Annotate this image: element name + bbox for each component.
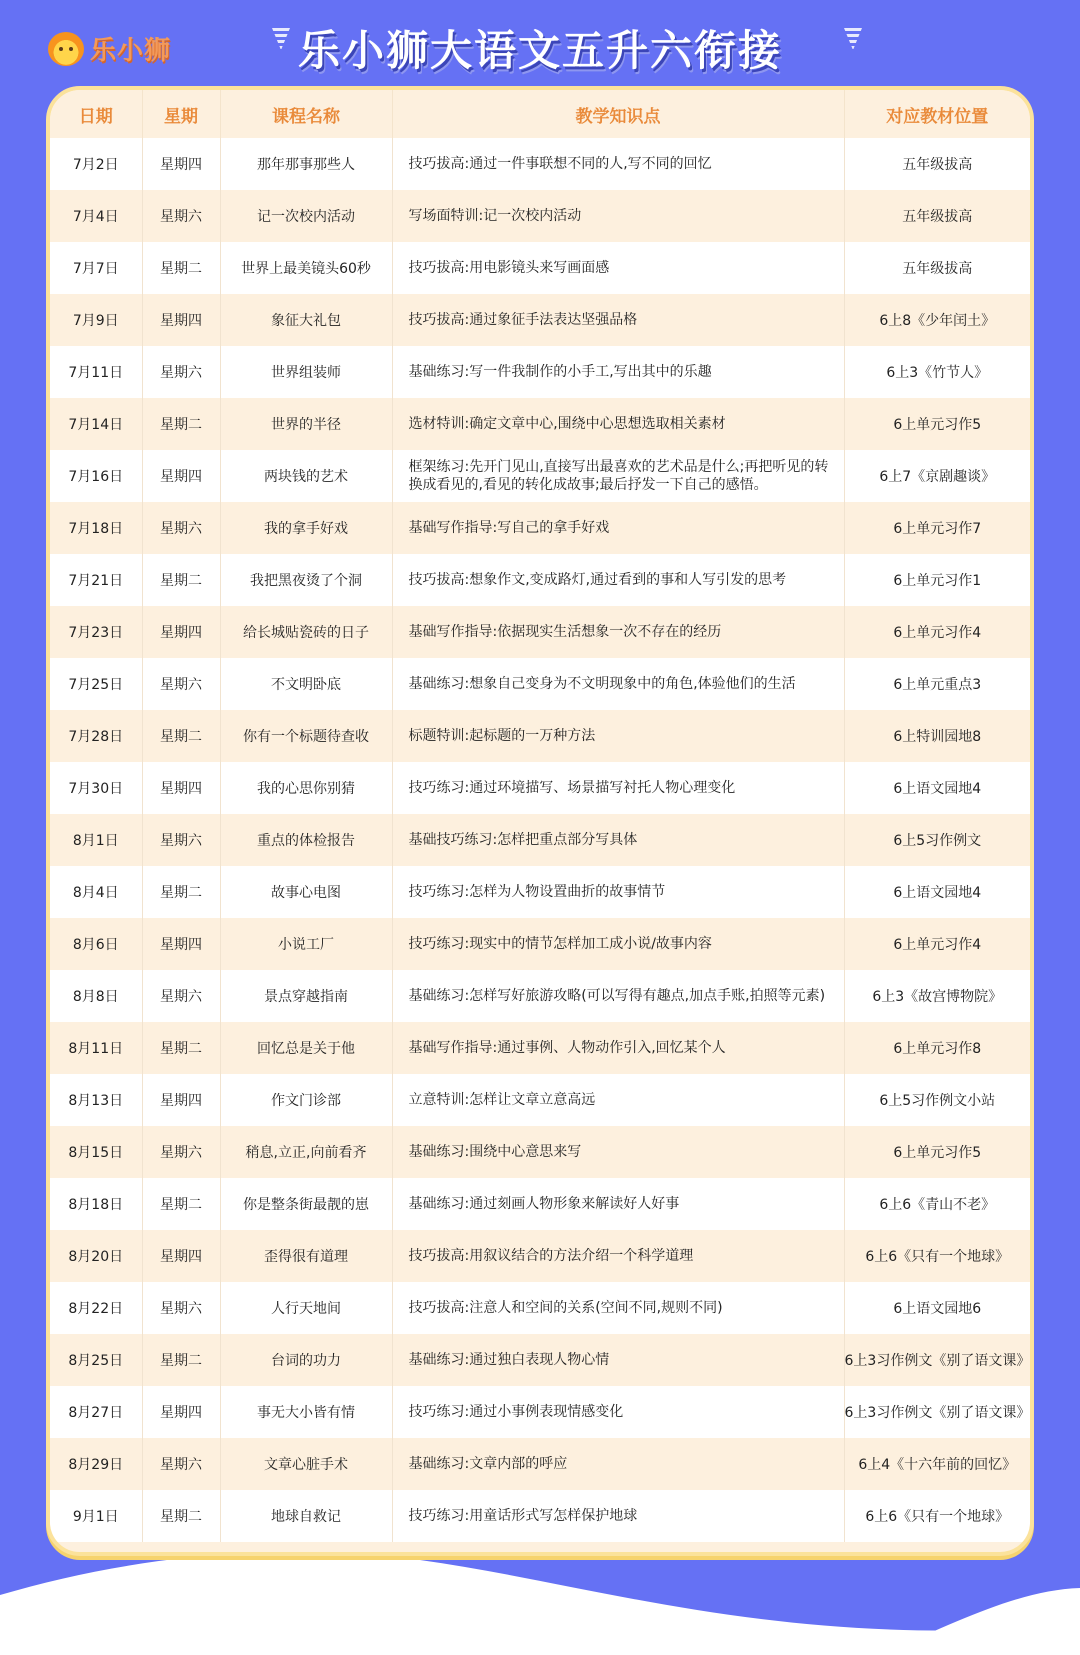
cell-date: 7月25日: [50, 658, 142, 710]
cell-weekday: 星期二: [142, 1178, 220, 1230]
cell-date: 8月11日: [50, 1022, 142, 1074]
cell-course-name: 不文明卧底: [220, 658, 392, 710]
cell-date: 7月28日: [50, 710, 142, 762]
cell-textbook-location: 五年级拔高: [844, 242, 1030, 294]
cell-date: 8月1日: [50, 814, 142, 866]
cell-date: 9月1日: [50, 1490, 142, 1542]
cell-weekday: 星期六: [142, 1126, 220, 1178]
table-row: [50, 1178, 1030, 1230]
cell-knowledge-point: 基础练习:围绕中心意思来写: [392, 1126, 844, 1178]
cell-knowledge-point: 基础技巧练习:怎样把重点部分写具体: [392, 814, 844, 866]
cell-textbook-location: 6上4《十六年前的回忆》: [844, 1438, 1030, 1490]
cell-knowledge-point: 技巧练习:用童话形式写怎样保护地球: [392, 1490, 844, 1542]
cell-course-name: 我的心思你别猜: [220, 762, 392, 814]
cell-date: 7月11日: [50, 346, 142, 398]
cell-textbook-location: 6上3《故宫博物院》: [844, 970, 1030, 1022]
cell-weekday: 星期二: [142, 1334, 220, 1386]
cell-textbook-location: 6上单元习作4: [844, 606, 1030, 658]
cell-knowledge-point: 立意特训:怎样让文章立意高远: [392, 1074, 844, 1126]
header-knowledge-point: 教学知识点: [392, 90, 844, 138]
cell-course-name: 我把黑夜烫了个洞: [220, 554, 392, 606]
cell-knowledge-point: 基础练习:文章内部的呼应: [392, 1438, 844, 1490]
cell-textbook-location: 6上6《青山不老》: [844, 1178, 1030, 1230]
table-row: [50, 1438, 1030, 1490]
cell-textbook-location: 6上单元习作1: [844, 554, 1030, 606]
table-row: [50, 814, 1030, 866]
cell-textbook-location: 6上8《少年闰土》: [844, 294, 1030, 346]
cell-date: 8月4日: [50, 866, 142, 918]
cell-weekday: 星期四: [142, 1386, 220, 1438]
table-row: [50, 918, 1030, 970]
table-row: [50, 138, 1030, 190]
cell-textbook-location: 6上6《只有一个地球》: [844, 1490, 1030, 1542]
cell-course-name: 稍息,立正,向前看齐: [220, 1126, 392, 1178]
cell-textbook-location: 6上3习作例文《别了语文课》: [844, 1334, 1030, 1386]
table-row: [50, 242, 1030, 294]
cell-weekday: 星期四: [142, 1074, 220, 1126]
cell-course-name: 人行天地间: [220, 1282, 392, 1334]
table-row: [50, 398, 1030, 450]
cell-textbook-location: 6上5习作例文: [844, 814, 1030, 866]
cell-course-name: 你有一个标题待查收: [220, 710, 392, 762]
cell-textbook-location: 6上单元习作7: [844, 502, 1030, 554]
cell-date: 7月4日: [50, 190, 142, 242]
table-row: [50, 502, 1030, 554]
cell-date: 8月6日: [50, 918, 142, 970]
schedule-card: [46, 86, 1034, 1556]
cell-weekday: 星期二: [142, 1022, 220, 1074]
cell-textbook-location: 6上单元习作5: [844, 398, 1030, 450]
cell-knowledge-point: 技巧拔高:注意人和空间的关系(空间不同,规则不同): [392, 1282, 844, 1334]
table-row: [50, 866, 1030, 918]
cell-textbook-location: 6上7《京剧趣谈》: [844, 450, 1030, 502]
cell-course-name: 小说工厂: [220, 918, 392, 970]
cell-knowledge-point: 技巧练习:怎样为人物设置曲折的故事情节: [392, 866, 844, 918]
cell-textbook-location: 6上5习作例文小站: [844, 1074, 1030, 1126]
cell-course-name: 回忆总是关于他: [220, 1022, 392, 1074]
cell-weekday: 星期二: [142, 1490, 220, 1542]
table-row: [50, 710, 1030, 762]
cell-course-name: 重点的体检报告: [220, 814, 392, 866]
cell-knowledge-point: 技巧拔高:通过一件事联想不同的人,写不同的回忆: [392, 138, 844, 190]
cell-weekday: 星期四: [142, 762, 220, 814]
table-row: [50, 658, 1030, 710]
cell-knowledge-point: 写场面特训:记一次校内活动: [392, 190, 844, 242]
cell-date: 8月27日: [50, 1386, 142, 1438]
table-row: [50, 1022, 1030, 1074]
cell-weekday: 星期四: [142, 294, 220, 346]
cell-date: 7月9日: [50, 294, 142, 346]
cell-knowledge-point: 技巧拔高:用叙议结合的方法介绍一个科学道理: [392, 1230, 844, 1282]
cell-textbook-location: 6上6《只有一个地球》: [844, 1230, 1030, 1282]
table-row: [50, 1334, 1030, 1386]
header-weekday: 星期: [142, 90, 220, 138]
table-row: [50, 1230, 1030, 1282]
cell-weekday: 星期六: [142, 970, 220, 1022]
cell-weekday: 星期六: [142, 502, 220, 554]
cell-date: 7月7日: [50, 242, 142, 294]
cell-weekday: 星期二: [142, 242, 220, 294]
table-row: [50, 1126, 1030, 1178]
cell-weekday: 星期六: [142, 658, 220, 710]
bottom-wave-decoration: [0, 1540, 1080, 1655]
cell-course-name: 作文门诊部: [220, 1074, 392, 1126]
cell-knowledge-point: 技巧拔高:用电影镜头来写画面感: [392, 242, 844, 294]
cell-weekday: 星期四: [142, 1230, 220, 1282]
cell-course-name: 台词的功力: [220, 1334, 392, 1386]
cell-course-name: 文章心脏手术: [220, 1438, 392, 1490]
table-body: [50, 138, 1030, 1542]
cell-weekday: 星期四: [142, 138, 220, 190]
table-row: [50, 294, 1030, 346]
cell-date: 8月20日: [50, 1230, 142, 1282]
cell-knowledge-point: 基础写作指导:写自己的拿手好戏: [392, 502, 844, 554]
table-row: [50, 346, 1030, 398]
cell-weekday: 星期四: [142, 450, 220, 502]
cell-knowledge-point: 技巧练习:通过小事例表现情感变化: [392, 1386, 844, 1438]
cell-knowledge-point: 基础练习:写一件我制作的小手工,写出其中的乐趣: [392, 346, 844, 398]
brand-name: 乐小狮: [90, 36, 172, 66]
table-row: [50, 190, 1030, 242]
page-header: [0, 0, 1080, 90]
cell-weekday: 星期四: [142, 918, 220, 970]
cell-textbook-location: 6上单元习作8: [844, 1022, 1030, 1074]
cell-textbook-location: 五年级拔高: [844, 138, 1030, 190]
cell-course-name: 歪得很有道理: [220, 1230, 392, 1282]
table-row: [50, 606, 1030, 658]
cell-date: 7月18日: [50, 502, 142, 554]
table-row: [50, 1490, 1030, 1542]
cell-course-name: 事无大小皆有情: [220, 1386, 392, 1438]
cell-course-name: 你是整条街最靓的崽: [220, 1178, 392, 1230]
cell-weekday: 星期二: [142, 866, 220, 918]
cell-knowledge-point: 基础练习:通过刻画人物形象来解读好人好事: [392, 1178, 844, 1230]
cell-weekday: 星期六: [142, 1438, 220, 1490]
cell-date: 7月21日: [50, 554, 142, 606]
cell-course-name: 世界的半径: [220, 398, 392, 450]
cell-weekday: 星期二: [142, 710, 220, 762]
cell-course-name: 故事心电图: [220, 866, 392, 918]
header-textbook-location: 对应教材位置: [844, 90, 1030, 138]
cell-textbook-location: 五年级拔高: [844, 190, 1030, 242]
page-title: 乐小狮大语文五升六衔接: [297, 26, 782, 75]
cell-course-name: 世界上最美镜头60秒: [220, 242, 392, 294]
cell-textbook-location: 6上单元习作5: [844, 1126, 1030, 1178]
cell-weekday: 星期六: [142, 190, 220, 242]
cell-textbook-location: 6上语文园地4: [844, 762, 1030, 814]
cell-date: 7月16日: [50, 450, 142, 502]
table-row: [50, 450, 1030, 502]
cell-date: 7月23日: [50, 606, 142, 658]
cell-weekday: 星期六: [142, 814, 220, 866]
cell-course-name: 记一次校内活动: [220, 190, 392, 242]
cell-textbook-location: 6上语文园地4: [844, 866, 1030, 918]
cell-knowledge-point: 基础写作指导:依据现实生活想象一次不存在的经历: [392, 606, 844, 658]
table-row: [50, 1282, 1030, 1334]
cell-weekday: 星期六: [142, 1282, 220, 1334]
table-row: [50, 762, 1030, 814]
cell-knowledge-point: 标题特训:起标题的一万种方法: [392, 710, 844, 762]
table-row: [50, 970, 1030, 1022]
table-row: [50, 1074, 1030, 1126]
cell-course-name: 两块钱的艺术: [220, 450, 392, 502]
cell-knowledge-point: 基础写作指导:通过事例、人物动作引入,回忆某个人: [392, 1022, 844, 1074]
cell-knowledge-point: 技巧练习:现实中的情节怎样加工成小说/故事内容: [392, 918, 844, 970]
cell-textbook-location: 6上单元习作4: [844, 918, 1030, 970]
header-date: 日期: [50, 90, 142, 138]
cell-knowledge-point: 基础练习:想象自己变身为不文明现象中的角色,体验他们的生活: [392, 658, 844, 710]
cell-textbook-location: 6上单元重点3: [844, 658, 1030, 710]
cell-knowledge-point: 技巧拔高:通过象征手法表达坚强品格: [392, 294, 844, 346]
cell-knowledge-point: 基础练习:怎样写好旅游攻略(可以写得有趣点,加点手账,拍照等元素): [392, 970, 844, 1022]
cell-date: 8月18日: [50, 1178, 142, 1230]
cell-date: 8月29日: [50, 1438, 142, 1490]
table-header-row: [50, 90, 1030, 138]
cell-date: 8月8日: [50, 970, 142, 1022]
cell-date: 8月22日: [50, 1282, 142, 1334]
cell-date: 7月30日: [50, 762, 142, 814]
cell-course-name: 那年那事那些人: [220, 138, 392, 190]
cell-textbook-location: 6上3《竹节人》: [844, 346, 1030, 398]
cell-date: 8月15日: [50, 1126, 142, 1178]
cell-knowledge-point: 技巧拔高:想象作文,变成路灯,通过看到的事和人写引发的思考: [392, 554, 844, 606]
cell-weekday: 星期二: [142, 398, 220, 450]
cell-knowledge-point: 基础练习:通过独白表现人物心情: [392, 1334, 844, 1386]
cell-weekday: 星期六: [142, 346, 220, 398]
cell-textbook-location: 6上3习作例文《别了语文课》: [844, 1386, 1030, 1438]
cell-knowledge-point: 框架练习:先开门见山,直接写出最喜欢的艺术品是什么;再把听见的转换成看见的,看见的转化成故事;最后抒发一下自己的感悟。: [392, 450, 844, 502]
cell-date: 7月14日: [50, 398, 142, 450]
header-course-name: 课程名称: [220, 90, 392, 138]
cell-date: 7月2日: [50, 138, 142, 190]
cell-course-name: 给长城贴瓷砖的日子: [220, 606, 392, 658]
table-row: [50, 554, 1030, 606]
cell-weekday: 星期二: [142, 554, 220, 606]
cell-course-name: 世界组装师: [220, 346, 392, 398]
cell-course-name: 象征大礼包: [220, 294, 392, 346]
cell-knowledge-point: 选材特训:确定文章中心,围绕中心思想选取相关素材: [392, 398, 844, 450]
cell-date: 8月13日: [50, 1074, 142, 1126]
cell-course-name: 地球自救记: [220, 1490, 392, 1542]
schedule-table: [50, 90, 1030, 1542]
cell-textbook-location: 6上特训园地8: [844, 710, 1030, 762]
cell-course-name: 我的拿手好戏: [220, 502, 392, 554]
cell-course-name: 景点穿越指南: [220, 970, 392, 1022]
cell-knowledge-point: 技巧练习:通过环境描写、场景描写衬托人物心理变化: [392, 762, 844, 814]
cell-weekday: 星期四: [142, 606, 220, 658]
cell-date: 8月25日: [50, 1334, 142, 1386]
cell-textbook-location: 6上语文园地6: [844, 1282, 1030, 1334]
table-row: [50, 1386, 1030, 1438]
